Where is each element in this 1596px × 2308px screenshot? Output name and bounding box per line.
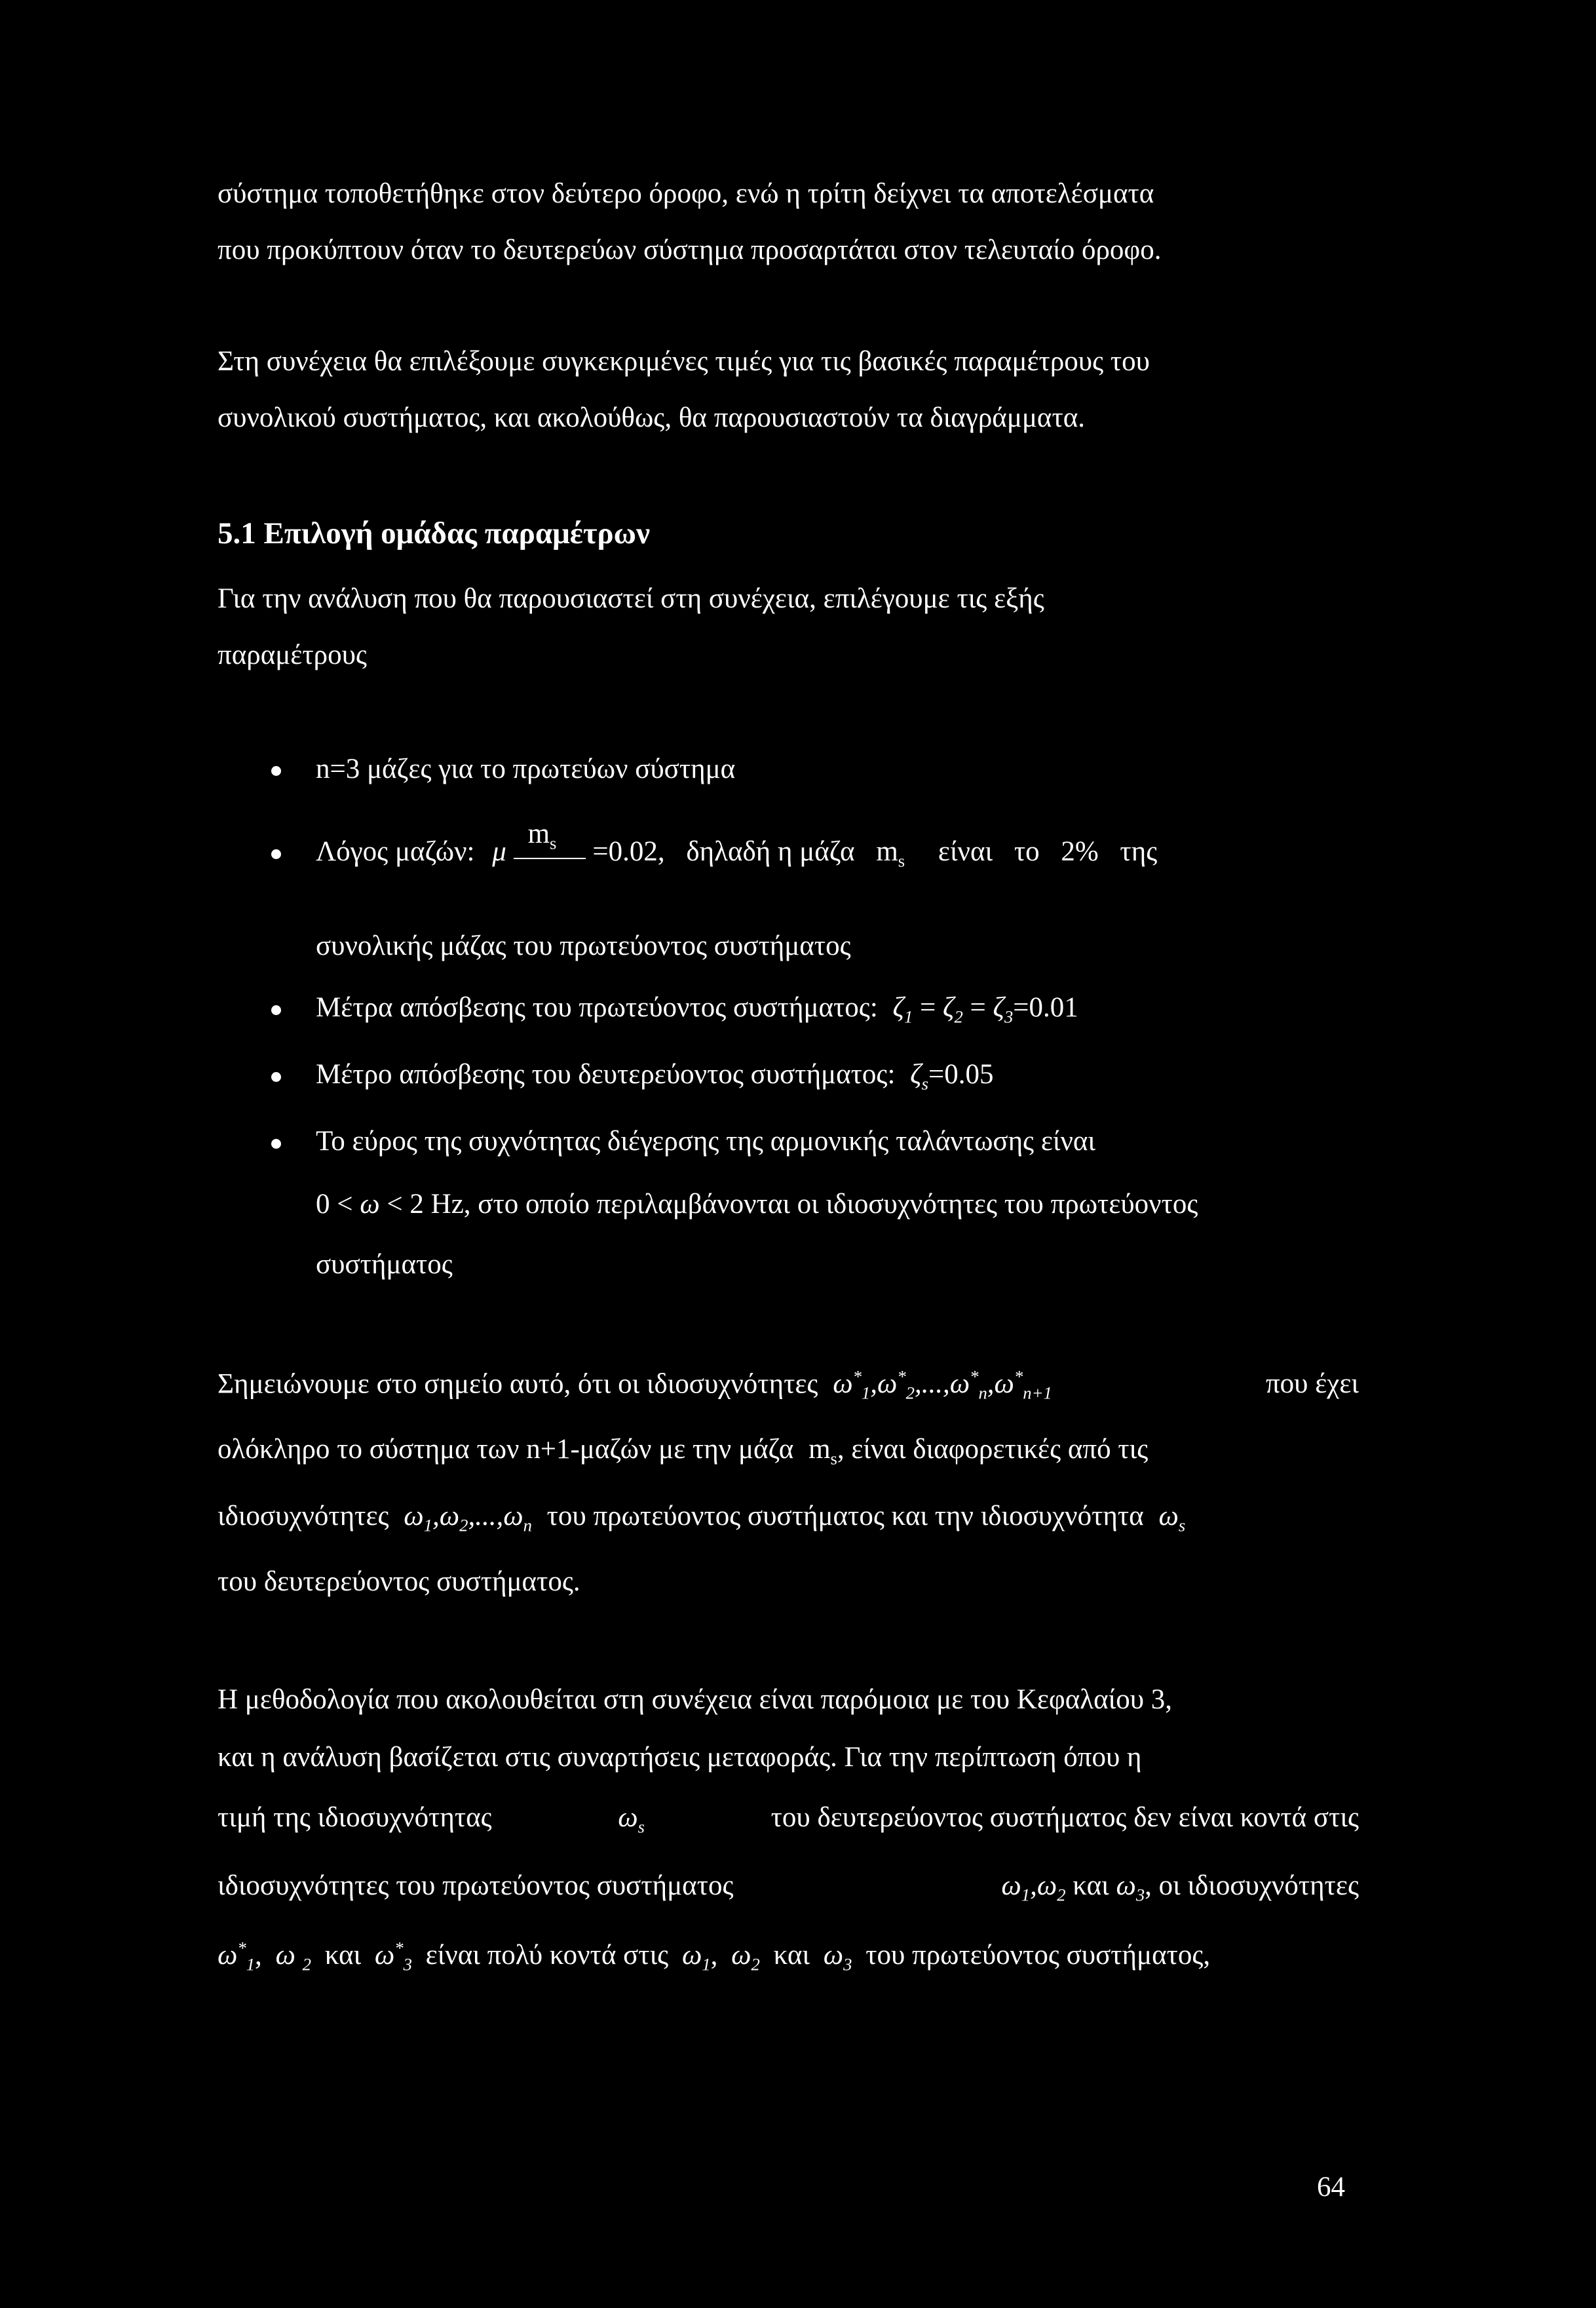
bullet-1-text: n=3 μάζες για το πρωτεύων σύστημα bbox=[316, 754, 736, 784]
zeta-s-sub: s bbox=[921, 1073, 928, 1094]
paragraph-4-line-5: $\omega^*_1$, ω $_2$ και $\omega^*_3$ είναι πολύ κοντά στις $\omega_1$, $\omega_2$ και $\omega_3$ του πρωτεύοντος συστήματος, bbox=[218, 1938, 1211, 1974]
numerator-sub: s bbox=[550, 833, 557, 853]
zeta-s bbox=[910, 1059, 928, 1094]
paragraph-4-line-1-text: Η μεθοδολογία που ακολουθείται στη συνέχεια είναι παρόμοια με του Κεφαλαίου 3, bbox=[218, 1684, 1173, 1715]
paragraph-3-line-1-start: Σημειώνουμε στο σημείο αυτό, ότι οι ιδιοσυχνότητες bbox=[218, 1368, 818, 1400]
paragraph-4-line-3-end: του δευτερεύοντος συστήματος δεν είναι κοντά στις bbox=[770, 1802, 1359, 1833]
bullet-5-line-3: συστήματος bbox=[316, 1249, 453, 1280]
mass-ratio-label: Λόγος μαζών: bbox=[316, 836, 475, 867]
omega-2: $\omega_2$ bbox=[731, 1940, 760, 1974]
omega-3: $\omega_3$ bbox=[823, 1940, 852, 1974]
paragraph-3-line-1 bbox=[218, 1367, 1359, 1404]
ms-m: m bbox=[876, 836, 898, 867]
zeta-3: $\zeta_3$ bbox=[993, 992, 1014, 1027]
intro-line-1-text: Για την ανάλυση που θα παρουσιαστεί στη συνέχεια, επιλέγουμε τις εξής bbox=[218, 583, 1044, 614]
omega-3: $\omega_3$ bbox=[1116, 1870, 1145, 1905]
paragraph-4-line-5-end: του πρωτεύοντος συστήματος, bbox=[865, 1940, 1211, 1971]
bullet-dot bbox=[271, 766, 281, 776]
bullet-dot bbox=[271, 1005, 281, 1015]
paragraph-4-line-4 bbox=[218, 1869, 1359, 1906]
bullet-2-line-2: συνολικής μάζας του πρωτεύοντος συστήματος bbox=[316, 931, 851, 961]
secondary-damping-label: Μέτρο απόσβεσης του δευτερεύοντος συστήματος: bbox=[316, 1059, 896, 1090]
primary-damping-value: =0.01 bbox=[1013, 992, 1078, 1023]
paragraph-3-line-4: του δευτερεύοντος συστήματος. bbox=[218, 1566, 580, 1597]
mass-ratio-value: =0.02, bbox=[592, 836, 665, 867]
equals-sign: = bbox=[970, 992, 986, 1023]
bullet-5-line-2-rest: στο οποίο περιλαμβάνονται οι ιδιοσυχνότητες του πρωτεύοντος bbox=[478, 1189, 1198, 1220]
equals-sign: = bbox=[920, 992, 936, 1023]
mass-ratio-fraction bbox=[514, 818, 586, 868]
paragraph-3-line-1-end: που έχει bbox=[1265, 1368, 1359, 1399]
page-number: 64 bbox=[1317, 2172, 1345, 2202]
bullet-2-line-1 bbox=[316, 818, 1359, 872]
intro-line-2: παραμέτρους bbox=[218, 640, 367, 670]
paragraph-4-line-4-start: ιδιοσυχνότητες του πρωτεύοντος συστήματος bbox=[218, 1870, 734, 1901]
paragraph-1-line-1-text: σύστημα τοποθετήθηκε στον δεύτερο όροφο, ενώ η τρίτη δείχνει τα αποτελέσματα bbox=[218, 178, 1154, 209]
inequality-right: < 2 Hz, bbox=[387, 1189, 471, 1220]
omega-star-1: $\omega^*_1$ bbox=[218, 1938, 256, 1974]
omega-star-3: $\omega^*_3$ bbox=[374, 1938, 412, 1974]
paragraph-2-line-1: Στη συνέχεια θα επιλέξουμε συγκεκριμένες τιμές για τις βασικές παραμέτρους του bbox=[218, 346, 1150, 377]
paragraph-4-line-3-start: τιμή της ιδιοσυχνότητας bbox=[218, 1802, 492, 1833]
intro-line-1 bbox=[218, 582, 1359, 616]
paragraph-4-line-1 bbox=[218, 1683, 1359, 1717]
and-word: και bbox=[1073, 1870, 1109, 1901]
mass-ratio-rest: είναι το 2% της bbox=[938, 836, 1158, 867]
primary-damping-label: Μέτρα απόσβεσης του πρωτεύοντος συστήματος: bbox=[316, 992, 878, 1023]
omega-symbol: ω bbox=[360, 1189, 380, 1220]
numerator-m: m bbox=[527, 818, 550, 850]
paragraph-1-line-1 bbox=[218, 177, 1359, 211]
omega-1-2: $\omega_1,\omega_2$ bbox=[1001, 1870, 1066, 1905]
paragraph-4-line-2 bbox=[218, 1741, 1359, 1775]
omega-s: $\omega_s$ bbox=[618, 1802, 645, 1837]
mu-symbol: μ bbox=[492, 836, 506, 867]
zeta-1: $\zeta_1$ bbox=[892, 992, 913, 1027]
fraction-numerator bbox=[528, 817, 557, 855]
paragraph-3-line-2-end: , είναι διαφορετικές από τις bbox=[837, 1434, 1149, 1465]
paragraph-4-line-4-end: , οι ιδιοσυχνότητες bbox=[1145, 1870, 1359, 1901]
inequality-left: 0 < bbox=[316, 1189, 353, 1220]
paragraph-3-line-2 bbox=[218, 1433, 1359, 1470]
ms-sub: s bbox=[898, 851, 905, 871]
and-word: και bbox=[324, 1940, 362, 1971]
and-word: και bbox=[773, 1940, 810, 1971]
zeta-symbol: ζ bbox=[993, 992, 1004, 1023]
paragraph-3-line-3 bbox=[218, 1499, 1359, 1537]
paragraph-2-line-2: συνολικού συστήματος, και ακολούθως, θα παρουσιαστούν τα διαγράμματα. bbox=[218, 402, 1086, 433]
paragraph-3-line-2-start: ολόκληρο το σύστημα των n+1-μαζών με την μάζα bbox=[218, 1434, 794, 1465]
omega-star-list: $\omega^*_1,\omega^*_2,...,\omega^*_n,\omega^*_{n+1}$ bbox=[833, 1367, 1052, 1403]
paragraph-4-line-2-text: και η ανάλυση βασίζεται στις συναρτήσεις μεταφοράς. Για την περίπτωση όπου η bbox=[218, 1742, 1142, 1773]
mass-ratio-text: δηλαδή η μάζα bbox=[686, 836, 855, 867]
paragraph-4-line-3 bbox=[218, 1801, 1359, 1838]
paragraph-1-line-2: που προκύπτουν όταν το δευτερεύων σύστημα προσαρτάται στον τελευταίο όροφο. bbox=[218, 235, 1162, 265]
bullet-dot bbox=[271, 1072, 281, 1082]
bullet-5-line-1-text: Το εύρος της συχνότητας διέγερσης της αρμονικής ταλάντωσης είναι bbox=[316, 1126, 1095, 1157]
section-heading: 5.1 Επιλογή ομάδας παραμέτρων bbox=[218, 516, 651, 550]
mass-ms bbox=[876, 836, 905, 871]
secondary-damping-value: =0.05 bbox=[928, 1059, 994, 1090]
paragraph-4-line-4-omegas bbox=[1001, 1869, 1359, 1906]
fraction-bar bbox=[514, 858, 586, 859]
bullet-4-text bbox=[316, 1058, 1359, 1095]
zeta-symbol: ζ bbox=[892, 992, 904, 1023]
bullet-dot bbox=[271, 1139, 281, 1149]
paragraph-3-line-3-start: ιδιοσυχνότητες bbox=[218, 1501, 389, 1531]
paragraph-4-line-5-mid: είναι πολύ κοντά στις bbox=[425, 1940, 669, 1971]
bullet-5-line-1 bbox=[316, 1125, 1359, 1159]
bullet-dot bbox=[271, 849, 281, 859]
omega-s: $\omega_s$ bbox=[1158, 1501, 1186, 1535]
paragraph-3-line-3-mid: του πρωτεύοντος συστήματος και την ιδιοσυχνότητα bbox=[546, 1501, 1144, 1531]
omega-2: ω $_2$ bbox=[275, 1940, 311, 1974]
mass-ms-inline: $m_s$ bbox=[808, 1434, 837, 1469]
bullet-3-text bbox=[316, 991, 1359, 1028]
zeta-symbol: ζ bbox=[910, 1059, 922, 1090]
bullet-5-line-2 bbox=[316, 1187, 1359, 1221]
zeta-symbol: ζ bbox=[943, 992, 955, 1023]
zeta-2: $\zeta_2$ bbox=[943, 992, 963, 1027]
omega-1: $\omega_1$ bbox=[681, 1940, 711, 1974]
omega-list: $\omega_1,\omega_2,...,\omega_n$ bbox=[404, 1501, 532, 1535]
